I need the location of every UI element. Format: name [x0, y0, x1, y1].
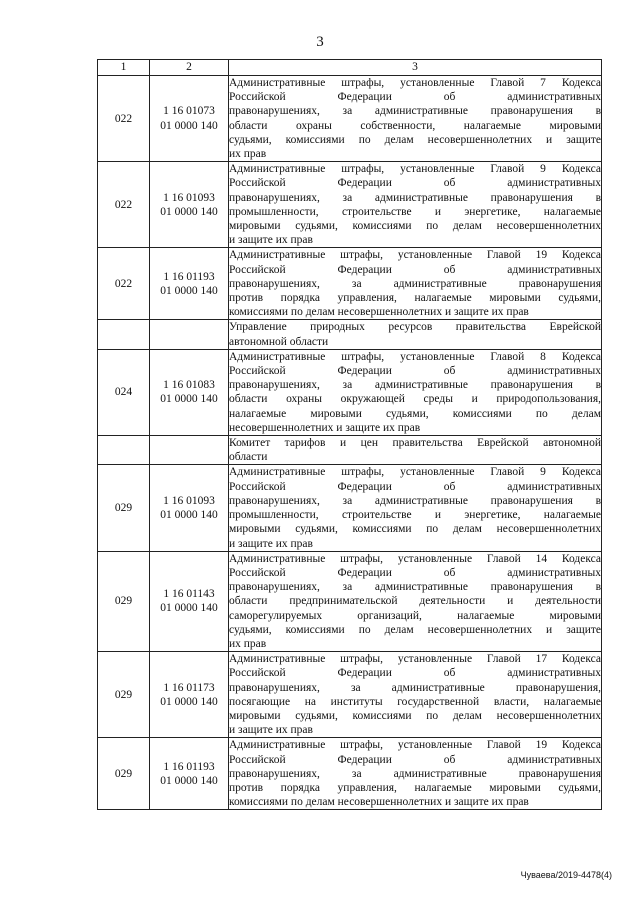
- description-line: судьями, комиссиями по делам несовершеннолетних и защите: [229, 133, 601, 146]
- description-line: области предпринимательской деятельности и деятельности: [229, 595, 601, 608]
- description-line: правонарушениях, за административные правонарушения в: [229, 105, 601, 118]
- budget-code-cell: [150, 320, 229, 349]
- description-line: правонарушениях, за административные правонарушения,: [229, 681, 601, 694]
- page-number: 3: [316, 34, 324, 50]
- admin-code-cell: [98, 436, 150, 465]
- description-line: Российской Федерации об административных: [229, 91, 601, 104]
- description-line: области охраны окружающей среды и природопользования,: [229, 393, 601, 406]
- description-line: их прав: [229, 148, 267, 161]
- budget-classification-table: [97, 59, 602, 810]
- budget-code-cell: 1 16 01093 01 0000 140: [150, 162, 229, 248]
- header-col-2: 2: [150, 60, 229, 76]
- description-line: Российской Федерации об административных: [229, 263, 601, 276]
- description-line: правонарушениях, за административные правонарушения: [229, 277, 601, 290]
- budget-code-cell: 1 16 01073 01 0000 140: [150, 76, 229, 162]
- table-row: [98, 652, 602, 738]
- description-line: налагаемые мировыми судьями, комиссиями по делам: [229, 407, 601, 420]
- description-line: и защите их прав: [229, 724, 313, 737]
- description-line: правонарушениях, за административные правонарушения в: [229, 494, 601, 507]
- admin-code-cell: 029: [98, 465, 150, 551]
- description-line: Российской Федерации об административных: [229, 753, 601, 766]
- description-line: Административные штрафы, установленные Главой 19 Кодекса: [229, 739, 601, 752]
- description-line: Административные штрафы, установленные Главой 14 Кодекса: [229, 552, 601, 565]
- description-line: Российской Федерации об административных: [229, 365, 601, 378]
- description-cell: [229, 349, 602, 435]
- table-row: [98, 436, 602, 465]
- admin-code-cell: 022: [98, 162, 150, 248]
- description-line: промышленности, строительстве и энергетике, налагаемые: [229, 205, 601, 218]
- table-row: [98, 320, 602, 349]
- description-line: Российской Федерации об административных: [229, 566, 601, 579]
- table-body: [98, 76, 602, 810]
- description-line: их прав: [229, 637, 267, 650]
- description-line: области охраны собственности, налагаемые мировыми: [229, 119, 601, 132]
- budget-code-cell: 1 16 01093 01 0000 140: [150, 465, 229, 551]
- description-cell: [229, 465, 602, 551]
- description-line: и защите их прав: [229, 234, 313, 247]
- description-line: судьями, комиссиями по делам несовершеннолетних и защите: [229, 623, 601, 636]
- description-line: против порядка управления, налагаемые мировыми судьями,: [229, 292, 601, 305]
- description-line: комиссиями по делам несовершеннолетних и защите их прав: [229, 306, 529, 319]
- description-cell: [229, 320, 602, 349]
- description-line: Административные штрафы, установленные Главой 17 Кодекса: [229, 653, 601, 666]
- description-line: правонарушениях, за административные правонарушения в: [229, 581, 601, 594]
- description-line: Административные штрафы, установленные Главой 7 Кодекса: [229, 77, 601, 89]
- description-cell: [229, 76, 602, 162]
- description-line: Административные штрафы, установленные Главой 9 Кодекса: [229, 163, 601, 176]
- description-line: области: [229, 451, 268, 464]
- description-line: саморегулируемых организаций, налагаемые мировыми: [229, 609, 601, 622]
- admin-code-cell: 029: [98, 652, 150, 738]
- description-line: автономной области: [229, 335, 329, 348]
- admin-code-cell: 029: [98, 738, 150, 810]
- table-row: [98, 248, 602, 320]
- admin-code-cell: 024: [98, 349, 150, 435]
- budget-code-cell: 1 16 01143 01 0000 140: [150, 551, 229, 651]
- description-line: мировыми судьями, комиссиями по делам несовершеннолетних: [229, 523, 601, 536]
- description-line: промышленности, строительстве и энергетике, налагаемые: [229, 509, 601, 522]
- description-line: Российской Федерации об административных: [229, 177, 601, 190]
- budget-code-cell: 1 16 01083 01 0000 140: [150, 349, 229, 435]
- admin-code-cell: [98, 320, 150, 349]
- description-line: правонарушениях, за административные правонарушения: [229, 767, 601, 780]
- table-row: [98, 465, 602, 551]
- description-line: и защите их прав: [229, 537, 313, 550]
- description-cell: [229, 738, 602, 810]
- header-col-3: 3: [229, 60, 602, 76]
- table-row: [98, 551, 602, 651]
- document-reference: Чуваева/2019-4478(4): [520, 870, 612, 880]
- description-cell: [229, 551, 602, 651]
- description-line: Административные штрафы, установленные Главой 9 Кодекса: [229, 466, 601, 479]
- table-row: [98, 162, 602, 248]
- description-line: Российской Федерации об административных: [229, 667, 601, 680]
- description-cell: [229, 652, 602, 738]
- table-row: [98, 349, 602, 435]
- admin-code-cell: 022: [98, 76, 150, 162]
- budget-code-cell: 1 16 01173 01 0000 140: [150, 652, 229, 738]
- budget-code-cell: [150, 436, 229, 465]
- description-line: мировыми судьями, комиссиями по делам несовершеннолетних: [229, 709, 601, 722]
- description-line: мировыми судьями, комиссиями по делам несовершеннолетних: [229, 220, 601, 233]
- description-line: против порядка управления, налагаемые мировыми судьями,: [229, 781, 601, 794]
- description-line: комиссиями по делам несовершеннолетних и защите их прав: [229, 796, 529, 809]
- table-row: [98, 738, 602, 810]
- description-line: несовершеннолетних и защите их прав: [229, 421, 421, 434]
- description-line: Комитет тарифов и цен правительства Еврейской автономной: [229, 437, 601, 450]
- table-row: [98, 76, 602, 162]
- budget-code-cell: 1 16 01193 01 0000 140: [150, 738, 229, 810]
- table-header-row: [98, 60, 602, 76]
- description-cell: [229, 248, 602, 320]
- admin-code-cell: 029: [98, 551, 150, 651]
- description-line: Административные штрафы, установленные Главой 8 Кодекса: [229, 350, 601, 363]
- header-col-1: 1: [98, 60, 150, 76]
- description-line: посягающие на институты государственной власти, налагаемые: [229, 695, 601, 708]
- description-cell: [229, 162, 602, 248]
- admin-code-cell: 022: [98, 248, 150, 320]
- description-line: Административные штрафы, установленные Главой 19 Кодекса: [229, 249, 601, 262]
- description-line: правонарушениях, за административные правонарушения в: [229, 191, 601, 204]
- budget-code-cell: 1 16 01193 01 0000 140: [150, 248, 229, 320]
- description-line: правонарушениях, за административные правонарушения в: [229, 379, 601, 392]
- description-cell: [229, 436, 602, 465]
- description-line: Российской Федерации об административных: [229, 480, 601, 493]
- description-line: Управление природных ресурсов правительства Еврейской: [229, 321, 601, 334]
